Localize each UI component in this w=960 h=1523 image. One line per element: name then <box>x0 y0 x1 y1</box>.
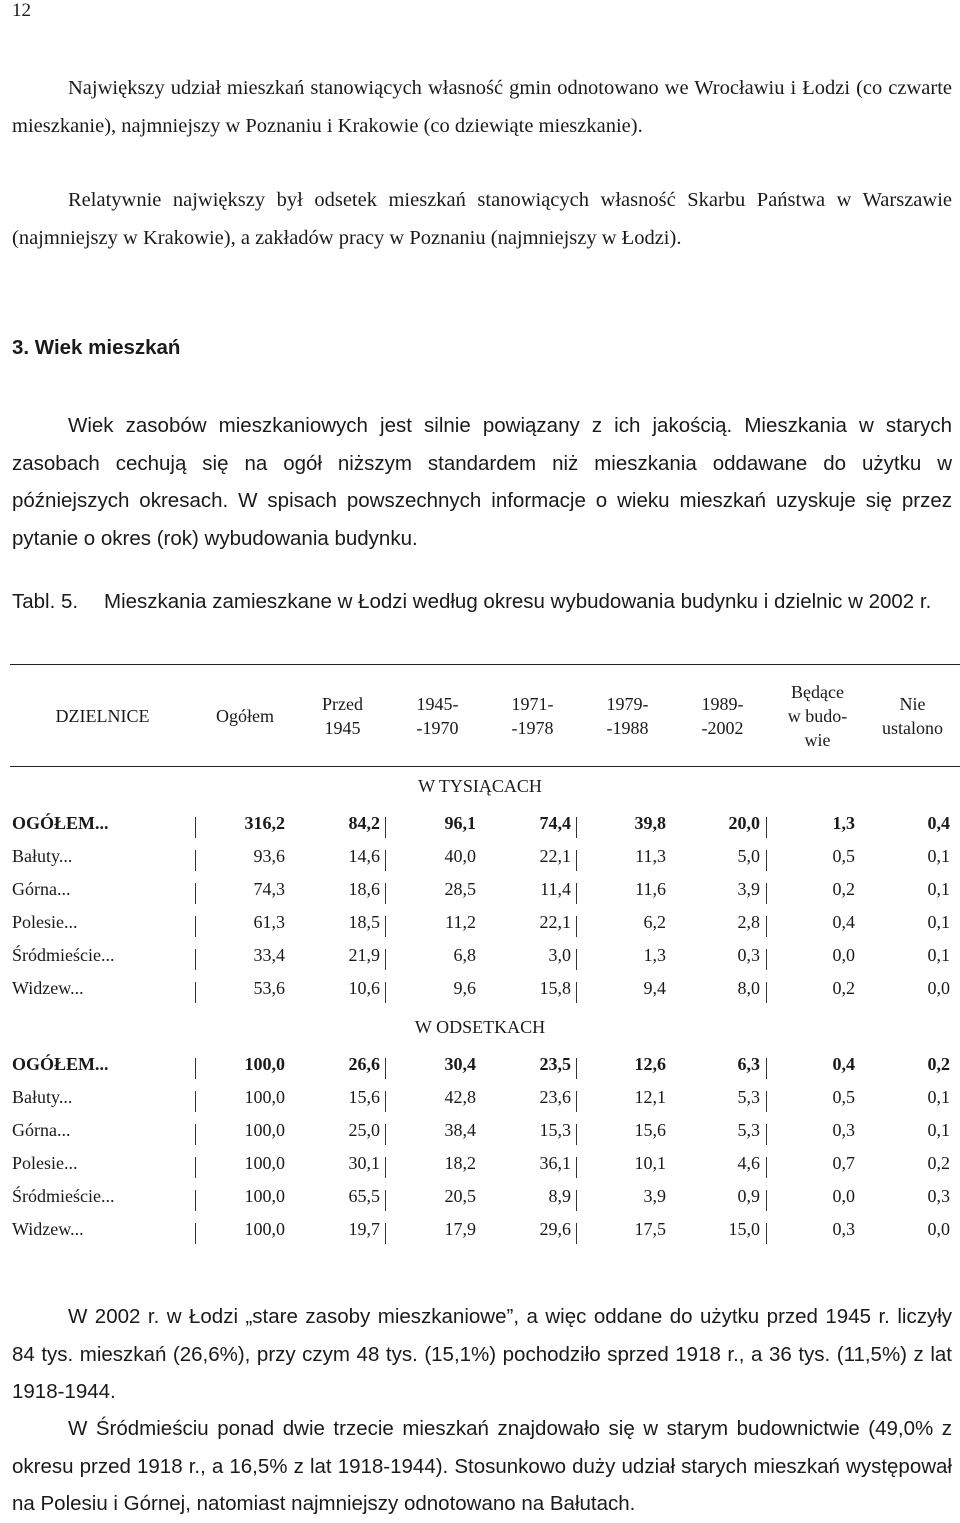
table-section-label: W ODSETKACH <box>414 1017 546 1037</box>
cell-value: 10,6 <box>348 978 380 998</box>
cell-value: 18,6 <box>348 879 380 899</box>
page-number: 12 <box>12 0 31 21</box>
table-caption-label: Tabl. 5. <box>12 590 79 613</box>
table-row <box>12 912 952 945</box>
cell-value: 15,8 <box>539 978 571 998</box>
cell-value: 39,8 <box>634 813 666 833</box>
cell-value: 17,5 <box>634 1219 666 1239</box>
cell-value: 100,0 <box>244 1186 285 1206</box>
column-divider <box>195 1223 196 1244</box>
cell-value: 0,1 <box>927 945 950 965</box>
row-district-name <box>12 1087 72 1108</box>
table-row <box>12 1120 952 1153</box>
column-divider <box>576 949 577 970</box>
cell-value: 23,5 <box>539 1054 571 1074</box>
column-divider <box>195 817 196 838</box>
cell-value: 0,5 <box>832 846 855 866</box>
cell-value: 3,9 <box>643 1186 666 1206</box>
column-divider <box>385 1091 386 1112</box>
leader-dots: ... <box>64 1153 78 1173</box>
header-district: DZIELNICE <box>55 706 150 726</box>
header-total: Ogółem <box>216 706 274 726</box>
column-divider <box>195 1058 196 1079</box>
header-1971-1978 <box>485 692 580 740</box>
column-divider <box>576 817 577 838</box>
row-district-name <box>12 1054 109 1075</box>
header-line: -1988 <box>606 718 649 738</box>
header-line: Nie <box>899 694 926 714</box>
column-divider <box>576 916 577 937</box>
cell-value: 65,5 <box>348 1186 380 1206</box>
paragraph-text: W 2002 r. w Łodzi „stare zasoby mieszkaniowe”, a więc oddane do użytku przed 1945 r. liczyły 84 tys. mieszkań (26,6%), przy czym 48 tys. (15,1%) pochodziło sprzed 1918 r., a 36 tys. (11,5%) z lat 1918-1944. <box>12 1305 952 1403</box>
table-row <box>12 1153 952 1186</box>
cell-value: 15,6 <box>634 1120 666 1140</box>
leader-dots: ... <box>58 846 73 866</box>
column-divider <box>766 982 767 1003</box>
district-label: Widzew <box>12 1219 71 1239</box>
header-line: Będące <box>791 682 844 702</box>
header-line: wie <box>804 730 831 750</box>
table-caption <box>12 589 944 614</box>
cell-value: 0,1 <box>927 1120 950 1140</box>
cell-value: 61,3 <box>253 912 285 932</box>
column-divider <box>385 982 386 1003</box>
paragraph-text: W Śródmieściu ponad dwie trzecie mieszkań znajdowało się w starym budownictwie (49,0% z okresu przed 1918 r., a 16,5% z lat 1918-1944). Stosunkowo duży udział starych mieszkań występował na Polesiu i Górnej, natomiast najmniejszy odnotowano na Bałutach. <box>12 1417 952 1515</box>
cell-value: 0,2 <box>832 978 855 998</box>
column-divider <box>766 883 767 904</box>
leader-dots: ... <box>56 1120 71 1140</box>
section-heading: 3. Wiek mieszkań <box>12 336 181 359</box>
paragraph-text: Największy udział mieszkań stanowiących własność gmin odnotowano we Wrocławiu i Łodzi (co czwarte mieszkanie), najmniejszy w Poznaniu i Krakowie (co dziewiąte mieszkanie). <box>12 77 952 137</box>
header-1989-2002 <box>675 692 770 740</box>
table-caption-text: Mieszkania zamieszkane w Łodzi według okresu wybudowania budynku i dzielnic w 2002 r. <box>104 590 932 613</box>
cell-value: 20,5 <box>444 1186 476 1206</box>
leader-dots: ... <box>58 1087 73 1107</box>
column-divider <box>195 982 196 1003</box>
cell-value: 12,1 <box>634 1087 666 1107</box>
cell-value: 0,0 <box>832 945 855 965</box>
cell-value: 9,4 <box>643 978 666 998</box>
cell-value: 15,3 <box>539 1120 571 1140</box>
district-label: Górna <box>12 879 57 899</box>
leader-dots: ... <box>64 912 78 932</box>
cell-value: 53,6 <box>253 978 285 998</box>
cell-value: 2,8 <box>737 912 760 932</box>
cell-value: 96,1 <box>444 813 476 833</box>
column-divider <box>385 883 386 904</box>
cell-value: 0,0 <box>927 978 950 998</box>
row-district-name <box>12 945 114 966</box>
cell-value: 30,1 <box>348 1153 380 1173</box>
leader-dots: ... <box>56 879 71 899</box>
paragraph-text: Relatywnie największy był odsetek mieszkań stanowiących własność Skarbu Państwa w Warszawie (najmniejszy w Krakowie), a zakładów pracy w Poznaniu (najmniejszy w Łodzi). <box>12 189 952 249</box>
cell-value: 22,1 <box>539 912 571 932</box>
district-label: Górna <box>12 1120 57 1140</box>
header-line: 1945 <box>324 718 361 738</box>
cell-value: 42,8 <box>444 1087 476 1107</box>
table-row <box>12 1054 952 1087</box>
cell-value: 100,0 <box>244 1120 285 1140</box>
column-divider <box>766 1124 767 1145</box>
cell-value: 100,0 <box>244 1219 285 1239</box>
cell-value: 10,1 <box>634 1153 666 1173</box>
column-divider <box>385 1124 386 1145</box>
column-divider <box>195 916 196 937</box>
cell-value: 14,6 <box>348 846 380 866</box>
cell-value: 8,0 <box>737 978 760 998</box>
cell-value: 0,3 <box>737 945 760 965</box>
cell-value: 0,9 <box>737 1186 760 1206</box>
table-row <box>12 978 952 1011</box>
paragraph-srodmiescie <box>12 1410 952 1523</box>
cell-value: 17,9 <box>444 1219 476 1239</box>
cell-value: 0,1 <box>927 1087 950 1107</box>
table-row <box>12 846 952 879</box>
cell-value: 5,3 <box>737 1120 760 1140</box>
cell-value: 15,0 <box>728 1219 760 1239</box>
district-label: OGÓŁEM <box>12 813 96 833</box>
table-section-label: W TYSIĄCACH <box>418 776 542 796</box>
table-row <box>12 1219 952 1252</box>
cell-value: 11,4 <box>540 879 571 899</box>
district-label: OGÓŁEM <box>12 1054 96 1074</box>
cell-value: 23,6 <box>539 1087 571 1107</box>
leader-dots: ... <box>95 813 109 833</box>
column-divider <box>766 1190 767 1211</box>
column-divider <box>385 850 386 871</box>
column-divider <box>576 1091 577 1112</box>
row-district-name <box>12 1120 70 1141</box>
header-line: 1989- <box>701 694 744 714</box>
paragraph-housing-age <box>12 407 952 557</box>
cell-value: 84,2 <box>348 813 380 833</box>
header-line: Przed <box>322 694 363 714</box>
table-top-rule <box>10 664 960 665</box>
column-divider <box>195 850 196 871</box>
header-line: w budo- <box>787 706 848 726</box>
cell-value: 6,3 <box>737 1054 760 1074</box>
row-district-name <box>12 912 78 933</box>
header-line: -2002 <box>701 718 744 738</box>
column-divider <box>576 1058 577 1079</box>
column-divider <box>766 850 767 871</box>
column-divider <box>385 1058 386 1079</box>
leader-dots: ... <box>95 1054 109 1074</box>
cell-value: 33,4 <box>253 945 285 965</box>
cell-value: 0,4 <box>927 813 950 833</box>
row-district-name <box>12 846 72 867</box>
column-divider <box>576 1223 577 1244</box>
header-line: -1970 <box>416 718 459 738</box>
cell-value: 0,2 <box>832 879 855 899</box>
cell-value: 25,0 <box>348 1120 380 1140</box>
cell-value: 11,2 <box>445 912 476 932</box>
cell-value: 100,0 <box>244 1087 285 1107</box>
cell-value: 22,1 <box>539 846 571 866</box>
cell-value: 0,2 <box>927 1153 950 1173</box>
cell-value: 0,2 <box>927 1054 950 1074</box>
district-label: Polesie <box>12 912 64 932</box>
row-district-name <box>12 1186 114 1207</box>
district-label: Śródmieście <box>12 1186 101 1206</box>
column-divider <box>385 949 386 970</box>
column-divider <box>576 883 577 904</box>
cell-value: 20,0 <box>728 813 760 833</box>
cell-value: 18,2 <box>444 1153 476 1173</box>
cell-value: 0,0 <box>832 1186 855 1206</box>
cell-value: 6,2 <box>643 912 666 932</box>
cell-value: 0,3 <box>832 1120 855 1140</box>
cell-value: 0,1 <box>927 879 950 899</box>
column-divider <box>195 1124 196 1145</box>
leader-dots: ... <box>100 945 115 965</box>
row-district-name <box>12 1219 84 1240</box>
header-line: 1979- <box>606 694 649 714</box>
paragraph-state-ownership <box>12 182 952 257</box>
district-label: Widzew <box>12 978 71 998</box>
cell-value: 0,3 <box>832 1219 855 1239</box>
header-1979-1988 <box>580 692 675 740</box>
leader-dots: ... <box>70 978 84 998</box>
cell-value: 0,7 <box>832 1153 855 1173</box>
header-before-1945 <box>295 692 390 740</box>
row-district-name <box>12 879 70 900</box>
table-row <box>12 879 952 912</box>
row-district-name <box>12 1153 78 1174</box>
row-district-name <box>12 813 109 834</box>
district-label: Bałuty <box>12 846 59 866</box>
cell-value: 100,0 <box>244 1054 285 1074</box>
cell-value: 0,3 <box>927 1186 950 1206</box>
cell-value: 29,6 <box>539 1219 571 1239</box>
cell-value: 28,5 <box>444 879 476 899</box>
cell-value: 9,6 <box>453 978 476 998</box>
column-divider <box>766 1157 767 1178</box>
leader-dots: ... <box>100 1186 115 1206</box>
header-line: 1945- <box>416 694 459 714</box>
column-divider <box>195 883 196 904</box>
column-divider <box>766 1223 767 1244</box>
cell-value: 19,7 <box>348 1219 380 1239</box>
column-divider <box>576 1124 577 1145</box>
cell-value: 93,6 <box>253 846 285 866</box>
cell-value: 1,3 <box>643 945 666 965</box>
row-district-name <box>12 978 84 999</box>
cell-value: 0,0 <box>927 1219 950 1239</box>
header-line: 1971- <box>511 694 554 714</box>
table-row <box>12 945 952 978</box>
cell-value: 74,4 <box>539 813 571 833</box>
column-divider <box>385 817 386 838</box>
column-divider <box>766 1091 767 1112</box>
paragraph-old-stock <box>12 1298 952 1411</box>
cell-value: 30,4 <box>444 1054 476 1074</box>
cell-value: 8,9 <box>548 1186 571 1206</box>
cell-value: 18,5 <box>348 912 380 932</box>
cell-value: 0,4 <box>832 1054 855 1074</box>
column-divider <box>195 1157 196 1178</box>
cell-value: 74,3 <box>253 879 285 899</box>
cell-value: 11,6 <box>635 879 666 899</box>
cell-value: 12,6 <box>634 1054 666 1074</box>
cell-value: 0,1 <box>927 846 950 866</box>
column-divider <box>576 1157 577 1178</box>
cell-value: 316,2 <box>244 813 285 833</box>
cell-value: 11,3 <box>635 846 666 866</box>
cell-value: 4,6 <box>737 1153 760 1173</box>
column-divider <box>576 982 577 1003</box>
table-row <box>12 813 952 846</box>
cell-value: 3,9 <box>737 879 760 899</box>
cell-value: 3,0 <box>548 945 571 965</box>
column-divider <box>766 916 767 937</box>
table-row <box>12 1186 952 1219</box>
cell-value: 0,4 <box>832 912 855 932</box>
column-divider <box>385 1223 386 1244</box>
table-row <box>12 1087 952 1120</box>
column-divider <box>576 1190 577 1211</box>
column-divider <box>195 1091 196 1112</box>
cell-value: 1,3 <box>832 813 855 833</box>
column-divider <box>385 1190 386 1211</box>
cell-value: 38,4 <box>444 1120 476 1140</box>
paragraph-municipal-ownership <box>12 70 952 145</box>
cell-value: 26,6 <box>348 1054 380 1074</box>
table-header-rule <box>10 766 960 767</box>
column-divider <box>385 916 386 937</box>
cell-value: 5,3 <box>737 1087 760 1107</box>
district-label: Śródmieście <box>12 945 101 965</box>
header-line: -1978 <box>511 718 554 738</box>
cell-value: 21,9 <box>348 945 380 965</box>
column-divider <box>576 850 577 871</box>
header-line: ustalono <box>882 718 943 738</box>
cell-value: 6,8 <box>453 945 476 965</box>
district-label: Polesie <box>12 1153 64 1173</box>
cell-value: 0,1 <box>927 912 950 932</box>
header-1945-1970 <box>390 692 485 740</box>
header-under-construction <box>770 680 865 752</box>
header-unknown <box>865 692 960 740</box>
district-label: Bałuty <box>12 1087 59 1107</box>
column-divider <box>195 1190 196 1211</box>
column-divider <box>195 949 196 970</box>
column-divider <box>766 1058 767 1079</box>
cell-value: 15,6 <box>348 1087 380 1107</box>
cell-value: 0,5 <box>832 1087 855 1107</box>
paragraph-text: Wiek zasobów mieszkaniowych jest silnie powiązany z ich jakością. Mieszkania w starych zasobach cechują się na ogół niższym standardem niż mieszkania oddawane do użytku w późniejszych okresach. W spisach powszechnych informacje o wieku mieszkań uzyskuje się przez pytanie o okres (rok) wybudowania budynku. <box>12 414 952 550</box>
column-divider <box>766 817 767 838</box>
leader-dots: ... <box>70 1219 84 1239</box>
cell-value: 5,0 <box>737 846 760 866</box>
cell-value: 36,1 <box>539 1153 571 1173</box>
column-divider <box>766 949 767 970</box>
cell-value: 40,0 <box>444 846 476 866</box>
cell-value: 100,0 <box>244 1153 285 1173</box>
column-divider <box>385 1157 386 1178</box>
